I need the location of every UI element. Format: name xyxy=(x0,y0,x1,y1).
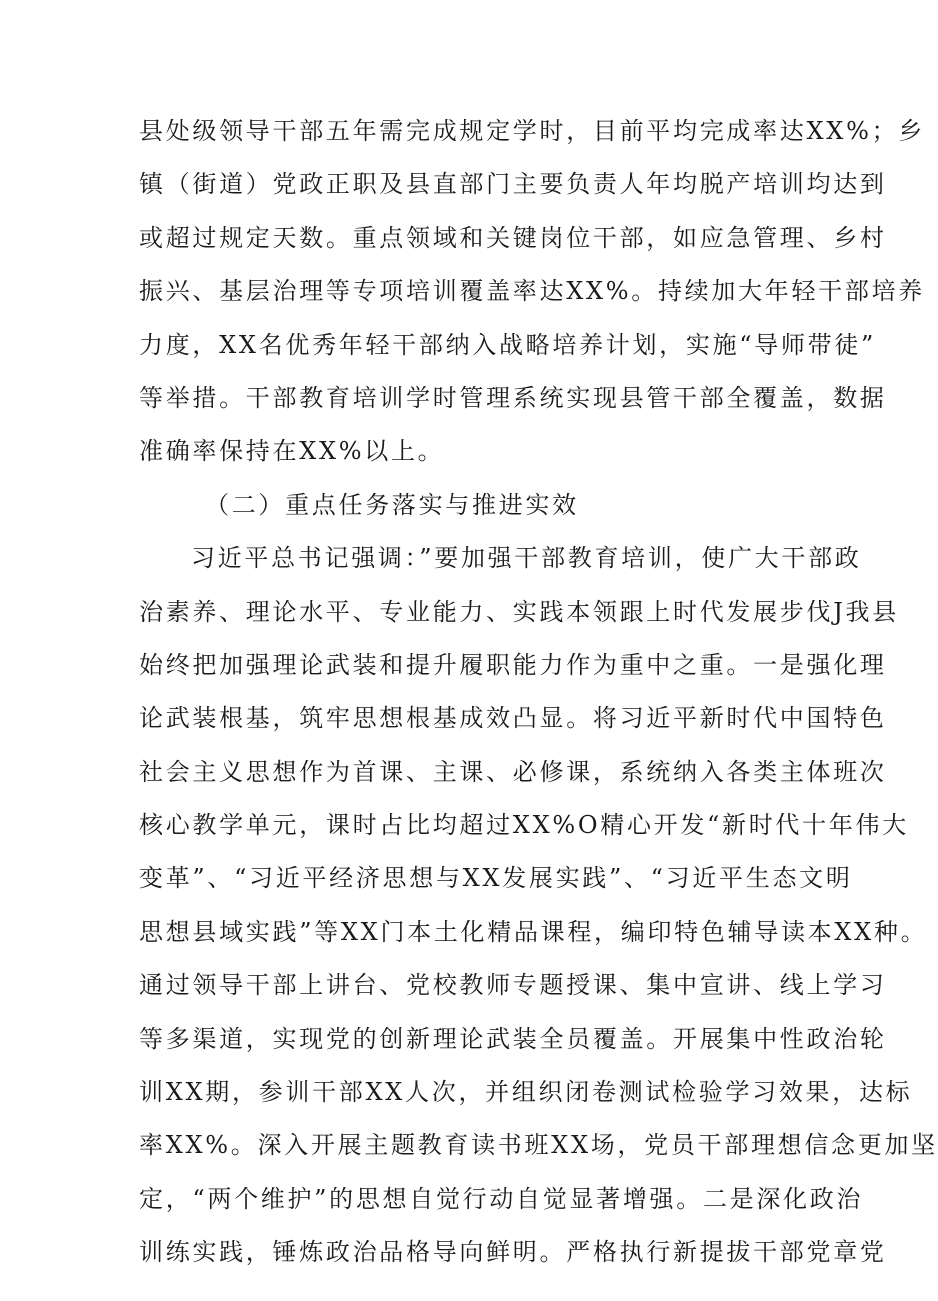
body-text-line: 习近平总书记强调：”要加强干部教育培训，使广大干部政 xyxy=(191,544,862,573)
body-text-line: 治素养、理论水平、专业能力、实践本领跟上时代发展步伐J我县 xyxy=(139,597,899,626)
body-text-line: 社会主义思想作为首课、主课、必修课，系统纳入各类主体班次 xyxy=(139,757,887,786)
body-text-line: 率XX%。深入开展主题教育读书班XX场，党员干部理想信念更加坚 xyxy=(139,1131,938,1160)
body-text-line: 思想县域实践”等XX门本土化精品课程，编印特色辅导读本XX种。 xyxy=(139,917,928,946)
body-text-line: 论武装根基，筑牢思想根基成效凸显。将习近平新时代中国特色 xyxy=(139,704,887,733)
body-text-line: 或超过规定天数。重点领域和关键岗位干部，如应急管理、乡村 xyxy=(139,223,887,252)
body-text-line: 通过领导干部上讲台、党校教师专题授课、集中宣讲、线上学习 xyxy=(139,971,887,1000)
body-text-line: 等举措。干部教育培训学时管理系统实现县管干部全覆盖，数据 xyxy=(139,383,887,412)
body-text-line: 镇（街道）党政正职及县直部门主要负责人年均脱产培训均达到 xyxy=(139,170,887,199)
body-text-line: 训XX期，参训干部XX人次，并组织闭卷测试检验学习效果，达标 xyxy=(139,1078,913,1107)
body-text-line: 准确率保持在XX%以上。 xyxy=(139,437,445,466)
body-text-line: 定，“两个维护”的思想自觉行动自觉显著增强。二是深化政治 xyxy=(139,1184,864,1213)
body-text-line: 力度，XX名优秀年轻干部纳入战略培养计划，实施“导师带徒” xyxy=(139,330,877,359)
body-text-line: 振兴、基层治理等专项培训覆盖率达XX%。持续加大年轻干部培养 xyxy=(139,277,925,306)
body-text-line: 县处级领导干部五年需完成规定学时，目前平均完成率达XX%；乡 xyxy=(139,117,925,145)
body-text-line: 变革”、“习近平经济思想与XX发展实践”、“习近平生态文明 xyxy=(139,864,853,893)
section-heading: （二）重点任务落实与推进实效 xyxy=(205,490,579,519)
body-text-line: 训练实践，锤炼政治品格导向鲜明。严格执行新提拔干部党章党 xyxy=(139,1238,887,1267)
body-text-line: 等多渠道，实现党的创新理论武装全员覆盖。开展集中性政治轮 xyxy=(139,1024,887,1053)
body-text-line: 核心教学单元，课时占比均超过XX%O精心开发“新时代十年伟大 xyxy=(139,811,909,840)
body-text-line: 始终把加强理论武装和提升履职能力作为重中之重。一是强化理 xyxy=(139,650,887,679)
